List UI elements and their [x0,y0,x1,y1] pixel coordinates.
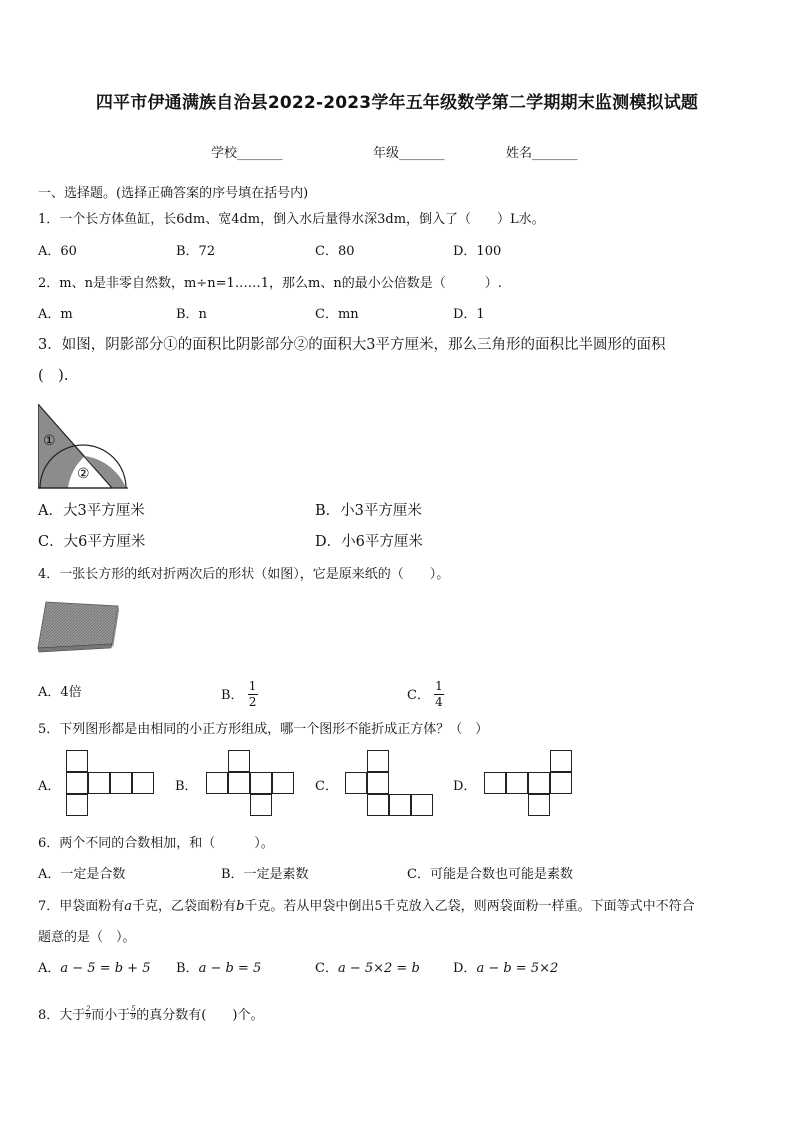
question-1: 1．一个长方体鱼缸，长6dm、宽4dm，倒入水后量得水深3dm，倒入了（ ）L水。 [38,212,545,227]
grade-field: 年级_______ [373,146,445,161]
q3-option-c: C．大6平方厘米 [38,534,146,550]
q3-option-d: D．小6平方厘米 [315,534,423,550]
q7-option-c: C．a − 5×2 = b [315,961,420,976]
section-heading: 一、选择题。(选择正确答案的序号填在括号内) [38,186,309,201]
region-label-2: ② [77,466,90,482]
variable-b: b [236,899,245,914]
question-8: 8．大于 $\frac{2}{9}$ 而小于 $\frac{5}{9}$ 的真分数有( )个。 [38,1005,264,1023]
q7-option-d: D．a − b = 5×2 [453,961,559,976]
name-field: 姓名_______ [506,146,578,161]
question-6: 6．两个不同的合数相加，和（ ）。 [38,836,274,851]
question-2: 2．m、n是非零自然数，m÷n=1……1，那么m、n的最小公倍数是（ ）. [38,276,502,291]
q7-option-a: A．a − 5 = b + 5 [38,961,151,976]
q5-option-b: B． [175,779,198,794]
q2-option-b: B．n [176,307,207,322]
q6-option-b: B．一定是素数 [221,867,309,882]
q3-option-b: B．小3平方厘米 [315,503,422,519]
q1-option-a: A．60 [38,244,77,259]
variable-a: a [124,899,133,914]
question-7-line2: 题意的是（ ）。 [38,930,136,945]
q5-option-a: A． [38,779,61,794]
question-5: 5．下列图形都是由相同的小正方形组成，哪一个图形不能折成正方体？（ ） [38,722,489,737]
fraction-numerator: 1 [435,679,443,693]
page-title: 四平市伊通满族自治县2022-2023学年五年级数学第二学期期末监测模拟试题 [95,93,699,113]
q4-option-a: A．4倍 [38,685,82,700]
question-3: 3．如图，阴影部分①的面积比阴影部分②的面积大3平方厘米，那么三角形的面积比半圆形的面积 [38,337,666,353]
q2-option-d: D．1 [453,307,485,322]
q5-option-d: D． [453,779,477,794]
q6-option-c: C．可能是合数也可能是素数 [407,867,573,882]
question-4: 4．一张长方形的纸对折两次后的形状（如图），它是原来纸的（ ）。 [38,567,450,582]
q2-option-c: C．mn [315,307,359,322]
folded-paper-image [36,598,120,654]
fraction-numerator: 1 [248,679,257,693]
school-field: 学校_______ [211,146,283,161]
q5-option-c: C． [315,779,338,794]
shaded-region-2 [85,456,126,488]
q7-option-b: B．a − b = 5 [176,961,262,976]
q1-option-b: B．72 [176,244,216,259]
q1-option-d: D．100 [453,244,502,259]
q4-option-c: C． $\frac{1}{4}$ [407,679,443,709]
fraction-denominator: 2 [248,695,257,709]
q6-option-a: A．一定是合数 [38,867,126,882]
q4-option-b: B． $\frac{1}{2}$ [221,679,257,709]
q1-option-c: C．80 [315,244,355,259]
question-3-line2: ( ). [38,368,69,384]
q3-option-a: A．大3平方厘米 [38,503,145,519]
question-7: 7．甲袋面粉有a千克，乙袋面粉有b千克。若从甲袋中倒出5千克放入乙袋，则两袋面粉一样重。下面等式中不符合 [38,899,695,914]
fraction-denominator: 4 [435,695,443,709]
q2-option-a: A．m [38,307,73,322]
region-label-1: ① [43,433,56,449]
